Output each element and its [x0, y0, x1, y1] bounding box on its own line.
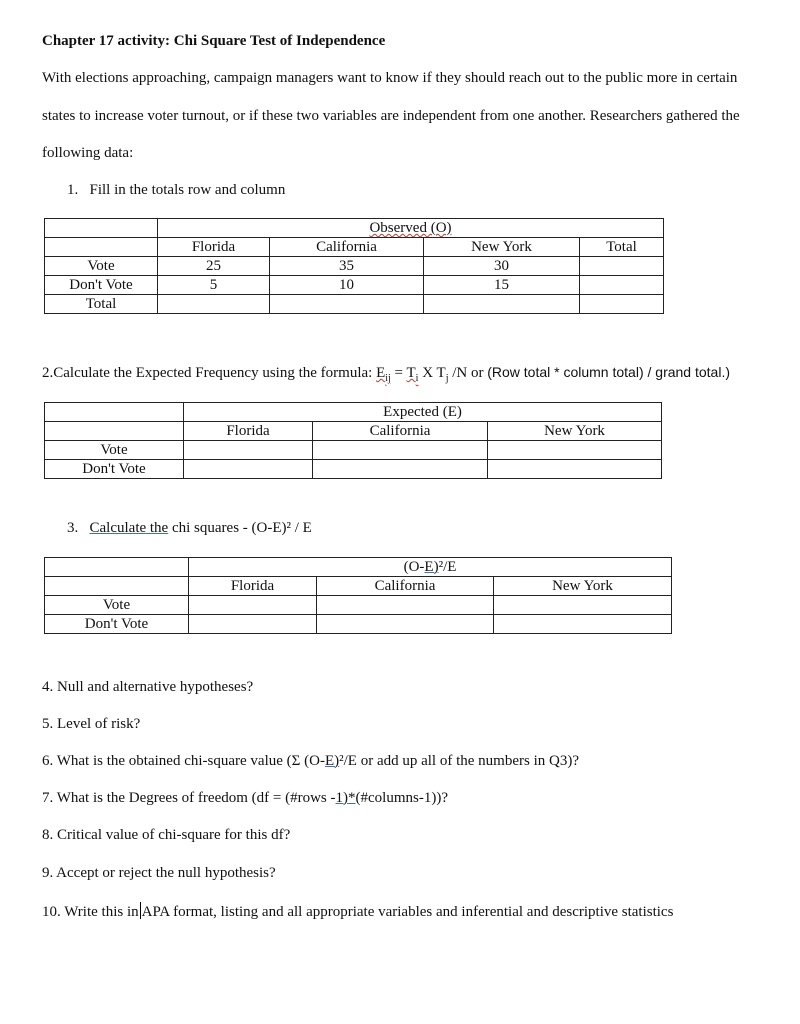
row-label: Don't Vote: [45, 460, 184, 479]
chisq-corner: [45, 558, 189, 577]
q2-x: X T: [418, 365, 446, 381]
observed-col-florida: Florida: [158, 238, 270, 257]
question-2: [42, 364, 730, 384]
question-5: 5. Level of risk?: [42, 716, 141, 732]
expected-cell[interactable]: [184, 441, 313, 460]
question-3: [67, 520, 312, 537]
chisq-col-california: California: [317, 577, 494, 596]
chisq-cell[interactable]: [494, 596, 672, 615]
expected-cell[interactable]: [313, 460, 488, 479]
observed-cell: 5: [158, 276, 270, 295]
observed-cell: 10: [270, 276, 424, 295]
row-label: Vote: [45, 257, 158, 276]
q3-text: chi squares - (O-E)² / E: [168, 520, 312, 536]
q2-ij: ij: [385, 373, 391, 384]
expected-cell[interactable]: [488, 460, 662, 479]
observed-total-cell[interactable]: [580, 295, 664, 314]
q2-prefix: 2.Calculate the Expected Frequency using the formula:: [42, 365, 377, 381]
observed-col-new-york: New York: [424, 238, 580, 257]
q2-eq: =: [390, 365, 407, 381]
q2-e: E: [376, 365, 386, 381]
table-row: [45, 276, 664, 295]
observed-cell: 30: [424, 257, 580, 276]
row-label: Vote: [45, 441, 184, 460]
intro-line-3: following data:: [42, 145, 134, 161]
observed-caption: Observed (O): [158, 219, 664, 238]
chisq-header-blank: [45, 577, 189, 596]
chisq-cell[interactable]: [317, 596, 494, 615]
chisq-cell[interactable]: [494, 615, 672, 634]
observed-cell: 25: [158, 257, 270, 276]
intro-line-2: states to increase voter turnout, or if these two variables are independent from one another. Researchers gathered the: [42, 108, 740, 124]
observed-col-california: California: [270, 238, 424, 257]
observed-total-cell[interactable]: [270, 295, 424, 314]
observed-total-cell[interactable]: [158, 295, 270, 314]
q1-text: Fill in the totals row and column: [89, 182, 286, 198]
chisq-col-new-york: New York: [494, 577, 672, 596]
expected-cell[interactable]: [313, 441, 488, 460]
row-label: Total: [45, 295, 158, 314]
expected-col-florida: Florida: [184, 422, 313, 441]
question-7: 7. What is the Degrees of freedom (df = (#rows -1)*(#columns-1))?: [42, 790, 448, 806]
table-row: [45, 441, 662, 460]
observed-corner: [45, 219, 158, 238]
q2-t: T: [406, 365, 416, 381]
observed-col-total: Total: [580, 238, 664, 257]
table-row: [45, 615, 672, 634]
expected-corner: [45, 403, 184, 422]
question-6: 6. What is the obtained chi-square value (Σ (O-E)²/E or add up all of the numbers in Q3)?: [42, 753, 579, 769]
q2-mid: /N or: [448, 365, 488, 381]
expected-caption: Expected (E): [184, 403, 662, 422]
table-row: [45, 596, 672, 615]
question-10: 10. Write this in APA format, listing and all appropriate variables and inferential and descriptive statistics: [42, 904, 674, 920]
table-row: [45, 460, 662, 479]
expected-table: [44, 402, 662, 479]
q3-number: 3.: [67, 520, 79, 536]
table-row: [45, 257, 664, 276]
expected-col-new-york: New York: [488, 422, 662, 441]
chisq-cell[interactable]: [317, 615, 494, 634]
question-1: [67, 182, 285, 199]
row-label: Don't Vote: [45, 615, 189, 634]
row-label: Don't Vote: [45, 276, 158, 295]
expected-cell[interactable]: [488, 441, 662, 460]
chisq-caption: (O-E)²/E: [189, 558, 672, 577]
row-label: Vote: [45, 596, 189, 615]
q3-link-text: Calculate the: [89, 520, 169, 536]
chisq-cell[interactable]: [189, 596, 317, 615]
observed-header-blank: [45, 238, 158, 257]
expected-cell[interactable]: [184, 460, 313, 479]
chisq-table: [44, 557, 672, 634]
intro-line-1: With elections approaching, campaign managers want to know if they should reach out to the public more in certain: [42, 70, 738, 86]
question-4: 4. Null and alternative hypotheses?: [42, 679, 254, 695]
expected-col-california: California: [313, 422, 488, 441]
q1-number: 1.: [67, 182, 79, 198]
q2-i: i: [415, 373, 419, 384]
question-8: 8. Critical value of chi-square for this df?: [42, 827, 291, 843]
expected-header-blank: [45, 422, 184, 441]
q2-suffix: (Row total * column total) / grand total.): [487, 364, 730, 380]
chisq-cell[interactable]: [189, 615, 317, 634]
page-title: Chapter 17 activity: Chi Square Test of Independence: [42, 33, 386, 49]
chisq-col-florida: Florida: [189, 577, 317, 596]
observed-cell: 35: [270, 257, 424, 276]
text-cursor: [140, 902, 141, 919]
question-9: 9. Accept or reject the null hypothesis?: [42, 865, 276, 881]
q2-j: j: [445, 373, 449, 384]
observed-total-cell[interactable]: [580, 257, 664, 276]
observed-table: [44, 218, 664, 314]
observed-cell: 15: [424, 276, 580, 295]
table-row: [45, 295, 664, 314]
observed-total-cell[interactable]: [424, 295, 580, 314]
observed-total-cell[interactable]: [580, 276, 664, 295]
